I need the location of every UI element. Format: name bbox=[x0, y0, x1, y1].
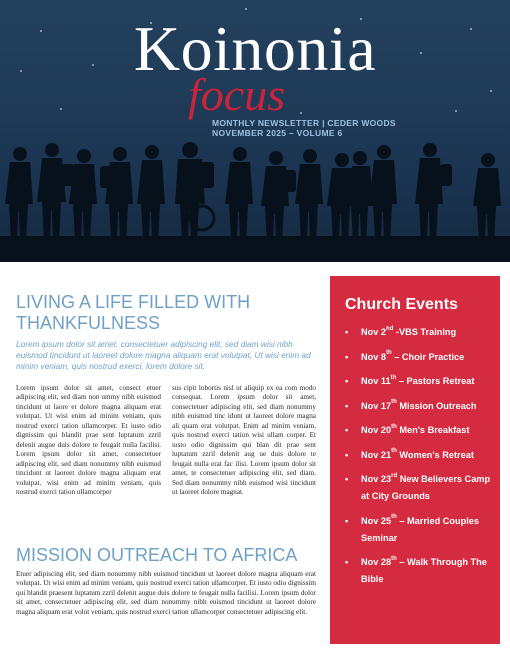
church-events-panel bbox=[330, 276, 500, 644]
event-text: Mission Outreach bbox=[396, 400, 477, 411]
event-text: Women's Retreat bbox=[396, 449, 474, 460]
event-text: New Believers Camp at City Grounds bbox=[361, 474, 491, 501]
event-item bbox=[345, 471, 497, 505]
article-column-left: Lorem ipsum dolor sit amet, consect etuer adipiscing elit, sed diam non ummy nibh euismod tincidunt ut laore et dolore magna aliquam erat volutpat. Ut wisi enim ad minim veniam, quis nostrud exerci tation ullamcorper. Et iusto odio dignissim qui blandit prae sent luptatum zzril delenit augue duis dolore te feugait nulla facilisi. Lorem ipsum dolor sit amet, consectetuer adipiscing elit, sed diam nonummy nibh euismod tincidunt ut laoreet dolore magna aliquam erat volutpat. wisi enim ad minim veniam, quis nostrud exerci tation ullamcorper bbox=[16, 384, 161, 496]
event-date: Nov 21 bbox=[361, 449, 392, 460]
event-date: Nov 20 bbox=[361, 425, 392, 435]
event-text: – Married Couples Seminar bbox=[361, 515, 480, 543]
event-text: Men's Breakfast bbox=[396, 425, 470, 435]
article-heading-mission: MISSION OUTREACH TO AFRICA bbox=[16, 545, 298, 565]
event-date: Nov 8 bbox=[361, 351, 387, 362]
event-item bbox=[345, 373, 497, 390]
article-heading-thankfulness: LIVING A LIFE FILLED WITH THANKFULNESS bbox=[16, 292, 251, 333]
event-text: – Walk Through The Bible bbox=[361, 557, 487, 584]
masthead-title: Koinonia bbox=[133, 13, 377, 84]
event-date: Nov 11 bbox=[361, 376, 391, 386]
event-item bbox=[345, 422, 497, 439]
events-title: Church Events bbox=[345, 296, 458, 313]
event-date-suffix: th bbox=[391, 514, 397, 521]
event-item bbox=[345, 349, 497, 366]
event-date: Nov 23 bbox=[361, 474, 392, 484]
event-date-suffix: th bbox=[391, 423, 397, 430]
article-column-right: sus cipit lobortis nisl ut aliquip ex ea com modo consequat. Lorem ipsum dolor sit amet, consectetuer adipiscing elit, sed diam nonummy nibh euismod tinc idunt ut laoreet dolore magna ali quam erat volutpat. Enim ad minim veniam, quis nostrud exerci tation wisi ullam corper. Et iusto odio dignissim qui blan dit prae sent luptatum zzril delenit aug ue duis dolore te feugait nulla erat fac ilisi. Lorem ipsum dolor sit amet, te consectetuer adipiscing elit, sed diam. Sed diam nonummy nibh euismod wisi tincidunt ut laoreet dolore magnat. bbox=[172, 384, 316, 496]
event-text: -VBS Training bbox=[393, 327, 457, 337]
event-date-suffix: th bbox=[391, 399, 397, 406]
event-item bbox=[345, 554, 497, 588]
soldiers-silhouette bbox=[0, 140, 510, 262]
event-date-suffix: rd bbox=[391, 472, 398, 479]
event-item bbox=[345, 447, 497, 464]
event-item bbox=[345, 324, 497, 341]
issue-date: NOVEMBER 2025 – VOLUME 6 bbox=[212, 128, 343, 138]
event-date-suffix: th bbox=[390, 374, 397, 381]
event-date: Nov 28 bbox=[361, 557, 392, 567]
event-date-suffix: th bbox=[386, 350, 392, 357]
event-date: Nov 17 bbox=[361, 400, 392, 411]
article-body-mission: Etuer adipiscing elit, sed diam nonummy nibh euismod tincidunt ut laoreet dolore magna aliquam erat volutpat. Ut wisi enim ad minim veniam, quis nostrud exerci tation ullamcorper. Et iusto odio dignissim qui blandit praesent luptatum zzril delenit augue duis dolore te feugait nulla facilisi. Lorem ipsum dolor sit amet, consectetuer adipiscing elit, sed diam nonummy nibh euismod tincidunt ut laoreet dolore magna aliquam erat volut veniam, quis nostrud exerci tation ullamcorper consectetuer adipiscing elit. bbox=[16, 570, 316, 616]
article-intro: Lorem ipsum dolor sit amet, consectetuer adipiscing elit, sed diam wisi nibh euismod tincidunt ut laoreet dolore magna aliquam erat volutpat, Ut wisi enim ad minim veniam, quis nostrud exerci, lorem dolore sit. bbox=[16, 339, 311, 371]
event-date: Nov 2 bbox=[361, 327, 387, 337]
event-item bbox=[345, 513, 497, 547]
event-date: Nov 25 bbox=[361, 515, 392, 526]
event-date-suffix: th bbox=[391, 448, 397, 455]
events-list bbox=[345, 324, 497, 596]
event-item bbox=[345, 398, 497, 415]
masthead-subtitle: focus bbox=[188, 69, 286, 120]
hero-banner bbox=[0, 0, 510, 262]
event-text: – Choir Practice bbox=[391, 351, 465, 362]
event-date-suffix: nd bbox=[386, 325, 394, 332]
newsletter-label: MONTHLY NEWSLETTER | CEDER WOODS bbox=[212, 118, 396, 128]
event-text: – Pastors Retreat bbox=[396, 376, 475, 386]
event-date-suffix: th bbox=[391, 555, 397, 562]
